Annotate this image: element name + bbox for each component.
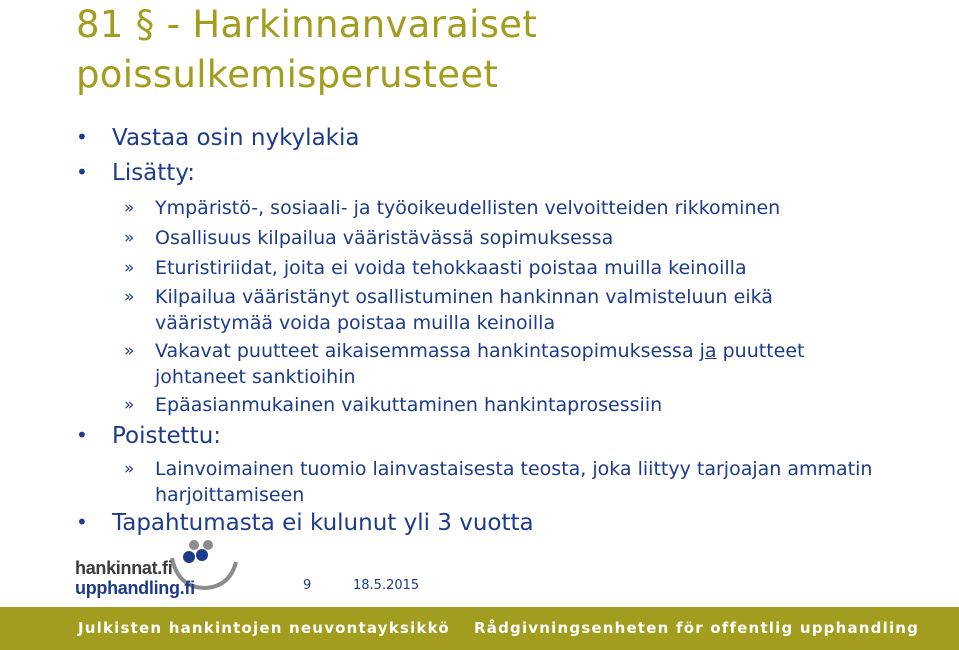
logo-text-fi: hankinnat.fi <box>75 558 173 578</box>
added-item-text: Ympäristö-, sosiaali- ja työoikeudellisten velvoitteiden rikkominen <box>155 197 781 219</box>
added-item <box>124 195 884 221</box>
slide-date: 18.5.2015 <box>353 578 420 593</box>
sub-bullet-marker: » <box>124 258 135 278</box>
sub-bullet-marker: » <box>124 395 135 415</box>
sub-bullet-marker: » <box>124 198 135 218</box>
bullet-dot: • <box>76 125 88 149</box>
footer-right-text: Rådgivningsenheten för offentlig upphandling <box>474 619 920 637</box>
footer-bar <box>0 607 959 650</box>
added-item <box>124 284 884 336</box>
sub-bullet-marker: » <box>124 287 135 307</box>
added-item <box>124 255 884 281</box>
bullet-text: Poistettu: <box>112 423 222 449</box>
sub-bullet-marker: » <box>124 228 135 248</box>
added-item-text: Epäasianmukainen vaikuttaminen hankintaprosessiin <box>155 394 663 416</box>
bullet-dot: • <box>76 423 88 447</box>
added-item <box>124 225 884 251</box>
slide-title-line2: poissulkemisperusteet <box>76 53 499 96</box>
slide-title <box>76 0 537 100</box>
added-item-text <box>155 338 884 390</box>
added-item-text: Eturistiriidat, joita ei voida tehokkaasti poistaa muilla keinoilla <box>155 257 747 279</box>
added-item-text-part1: Vakavat puutteet aikaisemmassa hankintasopimuksessa <box>155 340 700 362</box>
bullet-text: Lisätty: <box>112 160 196 186</box>
bullet-text: Vastaa osin nykylakia <box>112 125 360 151</box>
added-item-text-underlined: ja <box>699 340 717 362</box>
removed-item-text: Lainvoimainen tuomio lainvastaisesta teosta, joka liittyy tarjoajan ammatin harjoittamiseen <box>155 458 873 506</box>
logo-text-sv: upphandling.fi <box>75 578 195 598</box>
bullet-dot: • <box>76 160 88 184</box>
hankinnat-logo <box>75 540 225 600</box>
sub-bullet-marker: » <box>124 341 135 361</box>
added-item <box>124 392 884 418</box>
bullet-dot: • <box>76 510 88 534</box>
added-item-text-part2: puutteet johtaneet sanktioihin <box>155 340 805 388</box>
removed-item <box>124 456 884 508</box>
sub-bullet-marker: » <box>124 459 135 479</box>
added-item-text: Kilpailua vääristänyt osallistuminen hankinnan valmisteluun eikä vääristymää voida poistaa muilla keinoilla <box>155 286 773 334</box>
footer-left-text: Julkisten hankintojen neuvontayksikkö <box>78 619 450 637</box>
added-item <box>124 338 884 390</box>
slide-title-line1: 81 § - Harkinnanvaraiset <box>76 3 538 46</box>
added-item-text: Osallisuus kilpailua vääristävässä sopimuksessa <box>155 227 614 249</box>
bullet-text: Tapahtumasta ei kulunut yli 3 vuotta <box>112 510 534 536</box>
page-number: 9 <box>303 578 312 593</box>
